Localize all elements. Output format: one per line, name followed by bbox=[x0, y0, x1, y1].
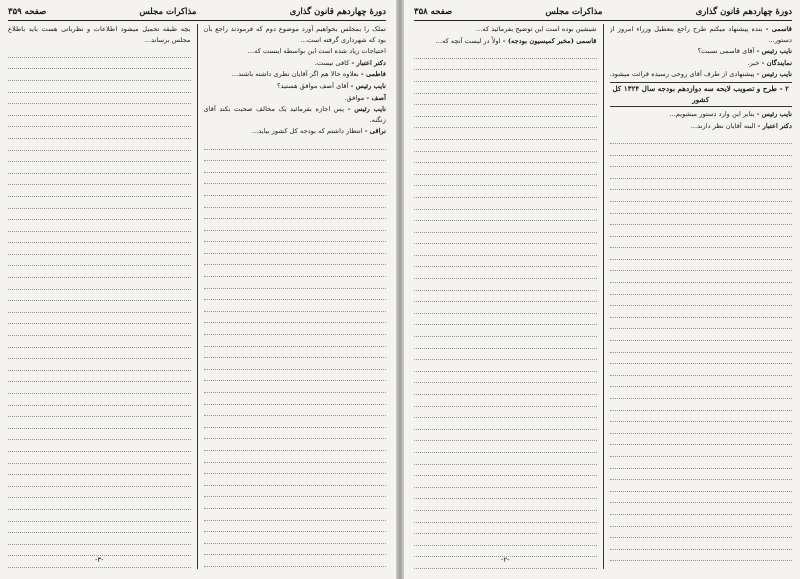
paragraph: قاسمی - بنده پیشنهاد میکنم طرح راجع بتعطیل وزراء امروز از دستور... bbox=[609, 25, 792, 44]
text-line bbox=[414, 175, 597, 187]
text-line bbox=[8, 81, 191, 93]
text-line bbox=[8, 313, 191, 325]
column-rule bbox=[603, 24, 604, 569]
paragraph: نایب رئیس - پیشنهادی از طرف آقای روحی رسیده قرائت میشود. bbox=[609, 70, 792, 79]
text-line bbox=[414, 453, 597, 465]
text-line bbox=[204, 173, 387, 185]
text-line bbox=[610, 445, 793, 457]
paragraph: قاسمی (مخبر کمیسیون بودجه) - اولاً در لیست آنچه که... bbox=[435, 36, 597, 45]
text-line bbox=[204, 428, 387, 440]
text-lines bbox=[414, 47, 597, 569]
text-line bbox=[414, 523, 597, 535]
paragraph: دکتر اعتبار - کافی نیست. bbox=[314, 58, 386, 67]
text-line bbox=[204, 347, 387, 359]
text-line bbox=[414, 186, 597, 198]
text-line bbox=[204, 370, 387, 382]
text-line bbox=[204, 521, 387, 533]
text-line bbox=[8, 510, 191, 522]
text-line bbox=[8, 382, 191, 394]
text-line bbox=[8, 116, 191, 128]
text-line bbox=[204, 358, 387, 370]
text-line bbox=[204, 184, 387, 196]
text-line bbox=[414, 163, 597, 175]
text-line bbox=[610, 237, 793, 249]
text-line bbox=[8, 301, 191, 313]
text-line bbox=[8, 417, 191, 429]
text-line bbox=[610, 295, 793, 307]
text-line bbox=[414, 105, 597, 117]
text-line bbox=[610, 538, 793, 550]
text-line bbox=[610, 329, 793, 341]
left-minutes-title: مذاکرات مجلس bbox=[139, 7, 197, 17]
text-line bbox=[414, 499, 597, 511]
text-line bbox=[8, 139, 191, 151]
text-line bbox=[414, 511, 597, 523]
text-line bbox=[8, 487, 191, 499]
paragraph: دکتر اعتبار - البته آقایان نظر دارند... bbox=[690, 121, 792, 130]
text-line bbox=[8, 255, 191, 267]
text-line bbox=[204, 300, 387, 312]
text-line bbox=[414, 430, 597, 442]
text-line bbox=[414, 314, 597, 326]
text-line bbox=[8, 162, 191, 174]
text-line bbox=[204, 416, 387, 428]
text-line bbox=[610, 225, 793, 237]
text-line bbox=[610, 411, 793, 423]
text-line bbox=[8, 278, 191, 290]
text-line bbox=[204, 277, 387, 289]
text-line bbox=[610, 422, 793, 434]
text-line bbox=[8, 452, 191, 464]
text-line bbox=[414, 152, 597, 164]
right-col-left bbox=[414, 24, 597, 569]
paragraph: نایب رئیس - آقای قاسمی نسبت؟ bbox=[697, 47, 792, 56]
text-line bbox=[610, 550, 793, 562]
paragraph: نایب رئیس - بنابر این وارد دستور میشویم... bbox=[669, 110, 792, 119]
text-line bbox=[414, 256, 597, 268]
text-line bbox=[610, 190, 793, 202]
right-session-title: دورهٔ چهاردهم قانون گذاری bbox=[695, 7, 792, 17]
text-line bbox=[8, 522, 191, 534]
text-line bbox=[8, 464, 191, 476]
text-line bbox=[8, 93, 191, 105]
paragraph: تملک را بمجلس بخواهیم آورد موضوع دوم که فرمودند راجع بآن بود که شهرداری گرفته است... bbox=[203, 25, 386, 44]
text-line bbox=[414, 267, 597, 279]
right-footer: -۲- bbox=[501, 556, 510, 565]
section-heading: ۲ - طرح و تصویب لایحه سه دوازدهم بودجه سال ۱۳۲۴ کل کشور bbox=[610, 82, 793, 107]
text-line bbox=[610, 399, 793, 411]
text-line bbox=[610, 457, 793, 469]
text-line bbox=[204, 196, 387, 208]
text-line bbox=[414, 325, 597, 337]
text-line bbox=[8, 475, 191, 487]
text-line bbox=[610, 561, 793, 569]
paragraph: احتیاجات زیاد شده است این بواسطه اینست که... bbox=[247, 47, 386, 56]
text-line bbox=[8, 127, 191, 139]
text-line bbox=[204, 567, 387, 569]
text-line bbox=[610, 260, 793, 272]
text-line bbox=[414, 383, 597, 395]
text-line bbox=[8, 406, 191, 418]
text-line bbox=[204, 265, 387, 277]
text-line bbox=[610, 364, 793, 376]
text-line bbox=[8, 348, 191, 360]
text-line bbox=[610, 341, 793, 353]
text-line bbox=[8, 336, 191, 348]
text-line bbox=[610, 167, 793, 179]
paragraph: آصف - موافق. bbox=[344, 93, 386, 102]
text-line bbox=[204, 219, 387, 231]
right-running-head bbox=[414, 6, 792, 21]
right-page bbox=[404, 0, 800, 579]
text-line bbox=[610, 527, 793, 539]
text-line bbox=[414, 140, 597, 152]
text-line bbox=[414, 233, 597, 245]
text-line bbox=[204, 532, 387, 544]
text-line bbox=[610, 515, 793, 527]
paragraph: نایب رئیس - آقای آصف موافق هستید؟ bbox=[277, 81, 386, 90]
text-line bbox=[414, 70, 597, 82]
text-line bbox=[414, 128, 597, 140]
text-line bbox=[204, 451, 387, 463]
left-page bbox=[0, 0, 396, 579]
text-line bbox=[610, 306, 793, 318]
text-line bbox=[610, 202, 793, 214]
text-line bbox=[414, 349, 597, 361]
text-line bbox=[414, 534, 597, 546]
text-line bbox=[414, 337, 597, 349]
text-line bbox=[8, 359, 191, 371]
left-col-left bbox=[8, 24, 191, 569]
text-line bbox=[414, 117, 597, 129]
text-line bbox=[204, 393, 387, 405]
text-line bbox=[8, 498, 191, 510]
right-page-number: صفحه ۳۵۸ bbox=[414, 7, 453, 17]
text-line bbox=[8, 220, 191, 232]
text-line bbox=[204, 208, 387, 220]
text-line bbox=[204, 312, 387, 324]
text-line bbox=[414, 198, 597, 210]
text-line bbox=[204, 463, 387, 475]
right-minutes-title: مذاکرات مجلس bbox=[545, 7, 603, 17]
text-line bbox=[414, 418, 597, 430]
text-line bbox=[204, 161, 387, 173]
text-lines bbox=[8, 46, 191, 569]
text-line bbox=[414, 476, 597, 488]
text-line bbox=[414, 302, 597, 314]
left-session-title: دورهٔ چهاردهم قانون گذاری bbox=[289, 7, 386, 17]
text-line bbox=[8, 324, 191, 336]
text-line bbox=[8, 290, 191, 302]
text-line bbox=[8, 185, 191, 197]
left-running-head bbox=[8, 6, 386, 21]
text-line bbox=[414, 82, 597, 94]
text-line bbox=[610, 283, 793, 295]
text-line bbox=[414, 407, 597, 419]
text-line bbox=[610, 469, 793, 481]
text-line bbox=[610, 318, 793, 330]
text-line bbox=[414, 279, 597, 291]
text-line bbox=[414, 47, 597, 59]
text-line bbox=[204, 138, 387, 150]
text-line bbox=[8, 232, 191, 244]
text-line bbox=[8, 440, 191, 452]
text-line bbox=[610, 480, 793, 492]
text-line bbox=[414, 291, 597, 303]
text-line bbox=[610, 387, 793, 399]
text-line bbox=[610, 492, 793, 504]
text-line bbox=[414, 488, 597, 500]
text-line bbox=[8, 371, 191, 383]
text-line bbox=[8, 243, 191, 255]
text-line bbox=[8, 394, 191, 406]
text-line bbox=[610, 434, 793, 446]
left-page-number: صفحه ۳۵۹ bbox=[8, 7, 47, 17]
text-line bbox=[414, 360, 597, 372]
text-line bbox=[8, 174, 191, 186]
text-line bbox=[610, 376, 793, 388]
text-line bbox=[8, 209, 191, 221]
paragraph: فاطمی - بعلاوه حالا هم اگر آقایان نظری داشته باشند... bbox=[231, 70, 386, 79]
text-line bbox=[204, 381, 387, 393]
left-col-right bbox=[204, 24, 387, 569]
text-line bbox=[8, 533, 191, 545]
text-line bbox=[610, 248, 793, 260]
paragraph: نراقی - انتظار داشتم که بودجه کل کشور بیاید... bbox=[251, 127, 386, 136]
text-line bbox=[204, 497, 387, 509]
text-line bbox=[8, 197, 191, 209]
text-line bbox=[204, 323, 387, 335]
text-lines bbox=[610, 132, 793, 569]
text-line bbox=[204, 335, 387, 347]
text-line bbox=[414, 244, 597, 256]
text-line bbox=[204, 150, 387, 162]
text-line bbox=[204, 289, 387, 301]
text-line bbox=[610, 214, 793, 226]
text-line bbox=[204, 474, 387, 486]
text-line bbox=[204, 439, 387, 451]
text-line bbox=[8, 104, 191, 116]
text-line bbox=[610, 271, 793, 283]
text-lines bbox=[204, 138, 387, 569]
text-line bbox=[8, 151, 191, 163]
paragraph: نایب رئیس - پس اجازه بفرمائید یک مخالف صحبت بکند آقای زنگنه. bbox=[203, 105, 386, 124]
text-line bbox=[204, 242, 387, 254]
paragraph: بچه طبقه تحمیل میشود اطلاعات و نظرباتی هست باید باطلاع مجلس برساند... bbox=[8, 25, 191, 44]
text-line bbox=[610, 132, 793, 144]
text-line bbox=[204, 405, 387, 417]
text-line bbox=[610, 353, 793, 365]
text-line bbox=[204, 486, 387, 498]
text-line bbox=[610, 144, 793, 156]
right-col-right bbox=[610, 24, 793, 569]
text-line bbox=[610, 156, 793, 168]
text-line bbox=[204, 231, 387, 243]
text-line bbox=[610, 179, 793, 191]
text-line bbox=[8, 429, 191, 441]
text-line bbox=[8, 266, 191, 278]
text-line bbox=[8, 69, 191, 81]
text-line bbox=[204, 555, 387, 567]
text-line bbox=[8, 58, 191, 70]
text-line bbox=[414, 465, 597, 477]
text-line bbox=[610, 503, 793, 515]
text-line bbox=[8, 568, 191, 569]
paragraph: نمایندگان - خیر. bbox=[747, 58, 792, 67]
text-line bbox=[414, 395, 597, 407]
text-line bbox=[414, 59, 597, 71]
book-gutter bbox=[396, 0, 404, 579]
text-line bbox=[414, 210, 597, 222]
left-footer: -۳- bbox=[95, 556, 104, 565]
text-line bbox=[414, 372, 597, 384]
paragraph: شیشین بوده است این توضیح بفرمائید که... bbox=[475, 25, 597, 33]
text-line bbox=[204, 544, 387, 556]
text-line bbox=[8, 46, 191, 58]
text-line bbox=[414, 94, 597, 106]
text-line bbox=[414, 441, 597, 453]
text-line bbox=[204, 509, 387, 521]
text-line bbox=[204, 254, 387, 266]
text-line bbox=[414, 221, 597, 233]
column-rule bbox=[197, 24, 198, 569]
